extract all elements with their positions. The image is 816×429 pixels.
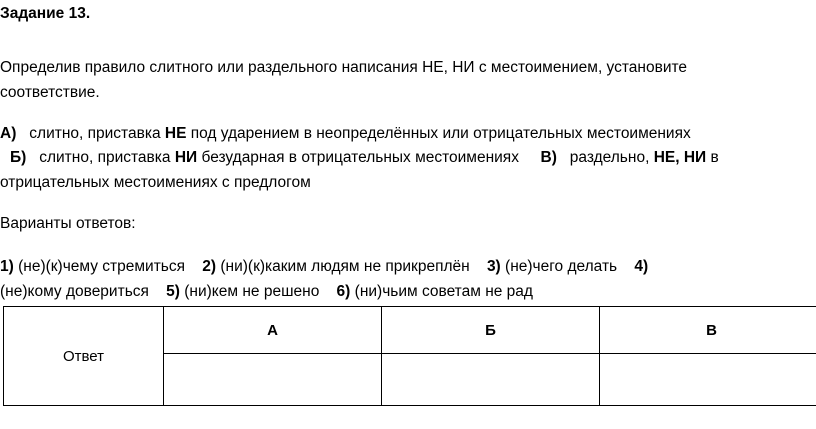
option-3-text: (не)чего делать [505,258,618,275]
option-2-num: 2) [202,258,217,275]
rule-b-bold: НИ [174,149,198,166]
option-2-text: (ни)(к)каким людям не прикреплён [220,258,470,275]
answer-cell-v[interactable] [600,354,816,406]
rule-b-label: Б) [10,149,27,166]
answer-row-label: Ответ [4,307,164,406]
rule-v-text-2: в [706,149,719,166]
option-1-num: 1) [0,258,14,275]
option-4-num: 4) [634,258,649,275]
rule-b-line [10,148,719,168]
rule-v-bold-1: НЕ [653,149,676,166]
option-6-num: 6) [336,283,351,300]
answer-cell-a[interactable] [164,354,382,406]
option-4-text: (не)кому довериться [0,283,149,300]
option-6-text: (ни)чьим советам не рад [354,283,533,300]
option-3-num: 3) [486,258,501,275]
rule-a-text-1: слитно, приставка [29,125,165,142]
rule-v-sep: , [675,149,684,166]
answer-cell-b[interactable] [382,354,600,406]
answer-col-v: В [600,307,816,354]
options-line-1 [0,257,648,277]
answer-header-row [4,307,816,354]
variants-heading: Варианты ответов: [0,215,136,232]
rule-a-bold: НЕ [164,125,187,142]
answer-table [3,306,816,406]
rule-b-text-1: слитно, приставка [39,149,175,166]
options-line-2 [0,282,533,302]
instruction-line-2: соответствие. [0,84,100,101]
rule-a-label: А) [0,125,17,142]
rule-a [0,124,691,144]
option-5-text: (ни)кем не решено [184,283,320,300]
rule-b-text-2: безударная в отрицательных местоимениях [197,149,519,166]
answer-col-b: Б [382,307,600,354]
rule-a-text-2: под ударением в неопределённых или отрицательных местоимениях [186,125,691,142]
instruction-line-1: Определив правило слитного или раздельного написания НЕ, НИ с местоимением, установите [0,59,688,76]
task-title: Задание 13. [0,5,91,22]
answer-col-a: А [164,307,382,354]
option-5-num: 5) [166,283,180,300]
rule-v-text-1: раздельно, [569,149,654,166]
rule-v-line-2: отрицательных местоимениях с предлогом [0,174,311,191]
rule-v-bold-2: НИ [683,149,707,166]
option-1-text: (не)(к)чему стремиться [18,258,186,275]
rule-v-label: В) [540,149,557,166]
